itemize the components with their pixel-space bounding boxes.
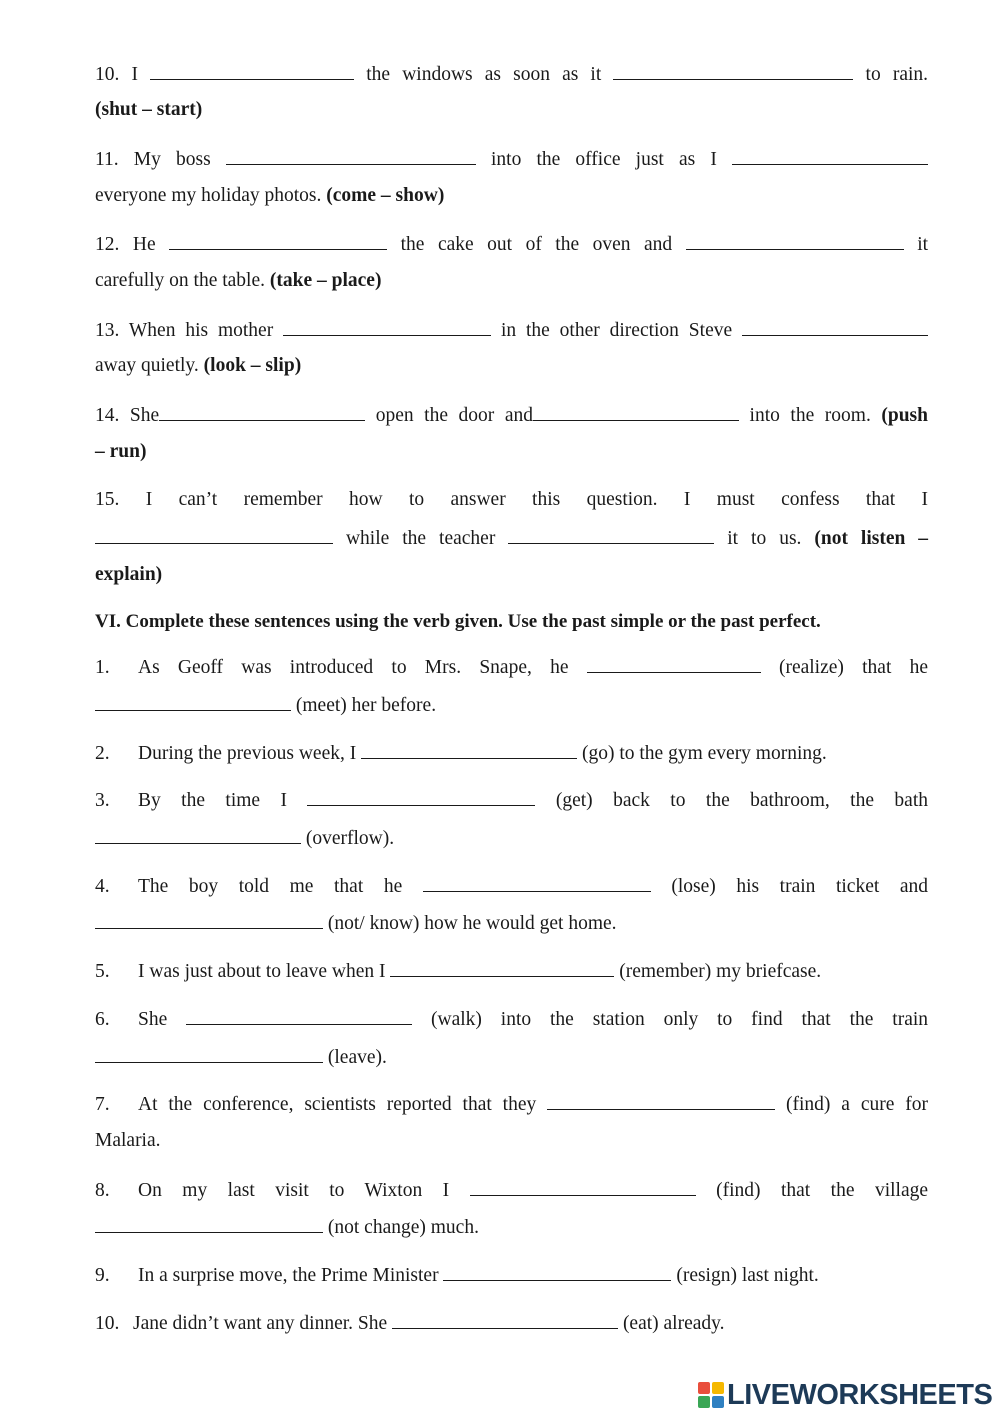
answer-blank-6-6a[interactable] xyxy=(186,1006,412,1025)
question-15-line-3: explain) xyxy=(95,564,163,585)
exercise-6-q8-line-2: (not change) much. xyxy=(95,1214,928,1240)
answer-blank-6-4b[interactable] xyxy=(95,910,323,929)
exercise-6-q2: 2. During the previous week, I (go) to the gym every morning. xyxy=(95,740,928,766)
exercise-6-q7-line-2: Malaria. xyxy=(95,1130,161,1151)
answer-blank-10a[interactable] xyxy=(150,61,354,80)
question-10-line-2: (shut – start) xyxy=(95,99,203,120)
answer-blank-6-9[interactable] xyxy=(443,1262,671,1281)
exercise-6-q4-line-1: 4. The boy told me that he (lose) his train ticket and xyxy=(95,873,928,899)
exercise-6-q1-line-2: (meet) her before. xyxy=(95,692,928,718)
exercise-6-q5: 5. I was just about to leave when I (remember) my briefcase. xyxy=(95,958,928,984)
exercise-6-q10: 10. Jane didn’t want any dinner. She (eat) already. xyxy=(95,1310,928,1336)
liveworksheets-logo xyxy=(698,1378,992,1412)
answer-blank-6-10[interactable] xyxy=(392,1310,618,1329)
section-6-heading: VI. Complete these sentences using the verb given. Use the past simple or the past perfect. xyxy=(95,611,821,632)
logo-square-red xyxy=(698,1382,710,1394)
answer-blank-6-1a[interactable] xyxy=(587,654,761,673)
exercise-6-q6-line-2: (leave). xyxy=(95,1044,928,1070)
question-11-line-2: everyone my holiday photos. (come – show) xyxy=(95,185,445,206)
question-15-line-2: while the teacher it to us. (not listen – xyxy=(95,525,928,551)
answer-blank-14a[interactable] xyxy=(159,402,365,421)
answer-blank-6-2[interactable] xyxy=(361,740,577,759)
question-14-line-1: 14. She open the door and into the room. (push xyxy=(95,402,928,428)
answer-blank-6-8a[interactable] xyxy=(470,1177,696,1196)
exercise-6-q6-line-1: 6. She (walk) into the station only to find that the train xyxy=(95,1006,928,1032)
question-14-line-2: – run) xyxy=(95,441,147,462)
answer-blank-6-5[interactable] xyxy=(390,958,614,977)
exercise-6-q3-line-1: 3. By the time I (get) back to the bathroom, the bath xyxy=(95,787,928,813)
answer-blank-6-4a[interactable] xyxy=(423,873,651,892)
answer-blank-11a[interactable] xyxy=(226,146,476,165)
exercise-6-q7-line-1: 7. At the conference, scientists reported that they (find) a cure for xyxy=(95,1091,928,1117)
answer-blank-6-3a[interactable] xyxy=(307,787,535,806)
question-10-line-1: 10. I the windows as soon as it to rain. xyxy=(95,61,928,87)
logo-square-yellow xyxy=(712,1382,724,1394)
answer-blank-15b[interactable] xyxy=(508,525,714,544)
question-15-line-1: 15. I can’t remember how to answer this question. I must confess that I xyxy=(95,489,929,510)
liveworksheets-brand-text: LIVEWORKSHEETS xyxy=(727,1378,993,1411)
liveworksheets-logo-icon xyxy=(698,1382,724,1408)
exercise-6-q3-line-2: (overflow). xyxy=(95,825,928,851)
answer-blank-13a[interactable] xyxy=(283,317,491,336)
exercise-6-q8-line-1: 8. On my last visit to Wixton I (find) that the village xyxy=(95,1177,928,1203)
answer-blank-14b[interactable] xyxy=(533,402,739,421)
answer-blank-6-7[interactable] xyxy=(547,1091,775,1110)
question-13-line-2: away quietly. (look – slip) xyxy=(95,355,302,376)
answer-blank-6-3b[interactable] xyxy=(95,825,301,844)
exercise-6-q4-line-2: (not/ know) how he would get home. xyxy=(95,910,928,936)
answer-blank-12b[interactable] xyxy=(686,231,904,250)
answer-blank-10b[interactable] xyxy=(613,61,853,80)
answer-blank-6-6b[interactable] xyxy=(95,1044,323,1063)
question-12-line-2: carefully on the table. (take – place) xyxy=(95,270,382,291)
answer-blank-6-1b[interactable] xyxy=(95,692,291,711)
question-13-line-1: 13. When his mother in the other direction Steve xyxy=(95,317,928,343)
logo-square-green xyxy=(698,1396,710,1408)
exercise-6-q9: 9. In a surprise move, the Prime Minister (resign) last night. xyxy=(95,1262,928,1288)
exercise-6-q1-line-1: 1. As Geoff was introduced to Mrs. Snape, he (realize) that he xyxy=(95,654,928,680)
answer-blank-15a[interactable] xyxy=(95,525,333,544)
answer-blank-12a[interactable] xyxy=(169,231,387,250)
answer-blank-13b[interactable] xyxy=(742,317,928,336)
question-11-line-1: 11. My boss into the office just as I xyxy=(95,146,928,172)
answer-blank-11b[interactable] xyxy=(732,146,928,165)
answer-blank-6-8b[interactable] xyxy=(95,1214,323,1233)
question-12-line-1: 12. He the cake out of the oven and it xyxy=(95,231,928,257)
logo-square-blue xyxy=(712,1396,724,1408)
